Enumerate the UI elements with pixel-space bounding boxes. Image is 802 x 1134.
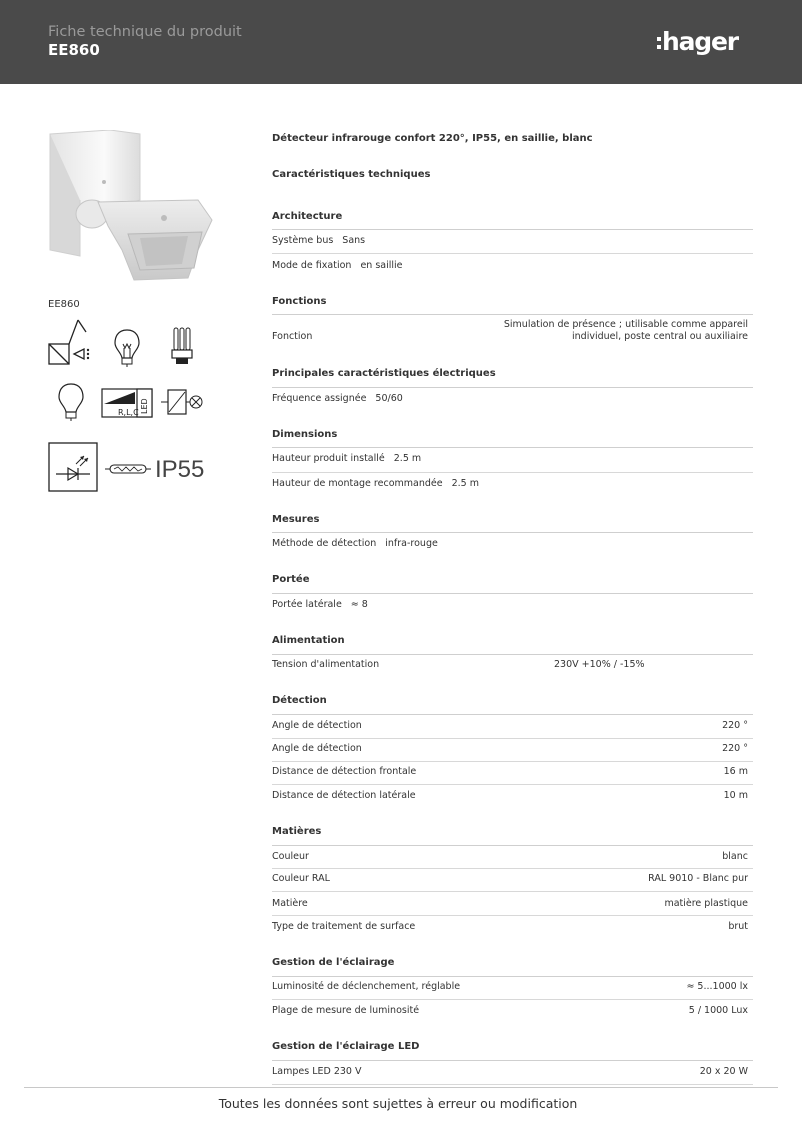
- spec-label: Système bus: [272, 235, 334, 246]
- row-divider: [272, 915, 753, 916]
- section-divider: [272, 654, 753, 655]
- ip-rating: IP55: [155, 456, 205, 483]
- spec-label: Angle de détection: [272, 720, 362, 731]
- section-divider: [272, 447, 753, 448]
- dimmer-led-rlc-icon: [101, 388, 153, 418]
- specs-heading: Caractéristiques techniques: [272, 169, 431, 180]
- spec-value: en saillie: [360, 260, 403, 271]
- spec-label: Mode de fixation: [272, 260, 352, 271]
- section-divider: [272, 229, 753, 230]
- spec-value: 220 °: [722, 720, 748, 731]
- spec-value: 5 / 1000 Lux: [688, 1005, 748, 1016]
- footer-divider: [24, 1087, 778, 1088]
- spec-label: Plage de mesure de luminosité: [272, 1005, 420, 1016]
- section-divider: [272, 532, 753, 533]
- spec-value-line: individuel, poste central ou auxiliaire: [572, 331, 748, 342]
- section-title-matieres: Matières: [272, 826, 322, 837]
- spec-label: Fréquence assignée: [272, 393, 367, 404]
- product-title: Détecteur infrarouge confort 220°, IP55, en saillie, blanc: [272, 133, 593, 144]
- product-image: [48, 130, 214, 282]
- spec-value: 2.5 m: [451, 478, 479, 489]
- spec-value: ≈ 5...1000 lx: [686, 981, 748, 992]
- spec-value: 2.5 m: [393, 453, 422, 464]
- spec-label: Fonction: [272, 331, 313, 342]
- section-divider: [272, 976, 753, 977]
- section-divider: [272, 593, 753, 594]
- section-title-alimentation: Alimentation: [272, 635, 345, 646]
- row-divider: [272, 999, 753, 1000]
- spec-value: 16 m: [723, 766, 748, 777]
- spec-label: Matière: [272, 898, 308, 909]
- halogen-tube-icon: [104, 460, 152, 478]
- switch-output-icon: [48, 318, 92, 368]
- led-label: LED: [140, 398, 149, 414]
- section-title-portee: Portée: [272, 574, 310, 585]
- doc-title: Fiche technique du produit: [48, 24, 242, 40]
- spec-value: brut: [728, 921, 748, 932]
- row-divider: [272, 1084, 753, 1085]
- spec-value: RAL 9010 - Blanc pur: [648, 873, 748, 884]
- hager-logo: [657, 26, 757, 60]
- section-divider: [272, 1060, 753, 1061]
- spec-label: Méthode de détection: [272, 538, 377, 549]
- spec-value: 10 m: [723, 790, 748, 801]
- section-divider: [272, 714, 753, 715]
- section-divider: [272, 845, 753, 846]
- spec-value: 220 °: [722, 743, 748, 754]
- row-divider: [272, 253, 753, 254]
- spec-label: Luminosité de déclenchement, réglable: [272, 981, 461, 992]
- section-title-architecture: Architecture: [272, 211, 343, 222]
- section-title-electrical: Principales caractéristiques électriques: [272, 368, 496, 379]
- compact-fluorescent-icon: [168, 326, 196, 368]
- spec-value: [448, 319, 748, 343]
- incandescent-bulb-icon: [112, 328, 142, 368]
- section-divider: [272, 387, 753, 388]
- spec-label: Distance de détection frontale: [272, 766, 417, 777]
- spec-label: Couleur: [272, 851, 309, 862]
- footer-disclaimer: Toutes les données sont sujettes à erreur ou modification: [218, 1096, 578, 1111]
- sidebar-reference: EE860: [48, 299, 80, 310]
- spec-label: Angle de détection: [272, 743, 362, 754]
- section-divider: [272, 314, 753, 315]
- row-divider: [272, 891, 753, 892]
- page-header: [0, 0, 802, 84]
- spec-label: Hauteur de montage recommandée: [272, 478, 443, 489]
- section-title-lighting: Gestion de l'éclairage: [272, 957, 395, 968]
- spec-value: Sans: [342, 235, 366, 246]
- relay-lamp-icon: [160, 388, 206, 416]
- row-divider: [272, 868, 753, 869]
- spec-label: Distance de détection latérale: [272, 790, 416, 801]
- spec-label: Hauteur produit installé: [272, 453, 385, 464]
- spec-label: Portée latérale: [272, 599, 342, 610]
- hager-logo-text: hager: [662, 27, 738, 56]
- spec-value: 20 x 20 W: [699, 1066, 748, 1077]
- spec-label: Tension d'alimentation: [272, 659, 380, 670]
- product-reference: EE860: [48, 41, 100, 59]
- row-divider: [272, 761, 753, 762]
- section-title-fonctions: Fonctions: [272, 296, 327, 307]
- spec-label: Lampes LED 230 V: [272, 1066, 362, 1077]
- spec-label: Couleur RAL: [272, 873, 330, 884]
- section-title-lighting-led: Gestion de l'éclairage LED: [272, 1041, 420, 1052]
- spec-value: blanc: [722, 851, 748, 862]
- bulb-icon: [56, 382, 86, 422]
- spec-value: 50/60: [375, 393, 403, 404]
- spec-value: ≈ 8: [350, 599, 368, 610]
- spec-value: infra-rouge: [385, 538, 438, 549]
- section-title-detection: Détection: [272, 695, 327, 706]
- spec-value: matière plastique: [664, 898, 748, 909]
- row-divider: [272, 738, 753, 739]
- section-title-dimensions: Dimensions: [272, 429, 338, 440]
- section-title-mesures: Mesures: [272, 514, 320, 525]
- led-driver-icon: [48, 442, 98, 492]
- spec-label: Type de traitement de surface: [272, 921, 416, 932]
- row-divider: [272, 472, 753, 473]
- rlc-label: R,L,C: [118, 408, 139, 417]
- row-divider: [272, 784, 753, 785]
- spec-value-line: Simulation de présence ; utilisable comme appareil: [503, 319, 748, 330]
- spec-value: 230V +10% / -15%: [554, 659, 645, 670]
